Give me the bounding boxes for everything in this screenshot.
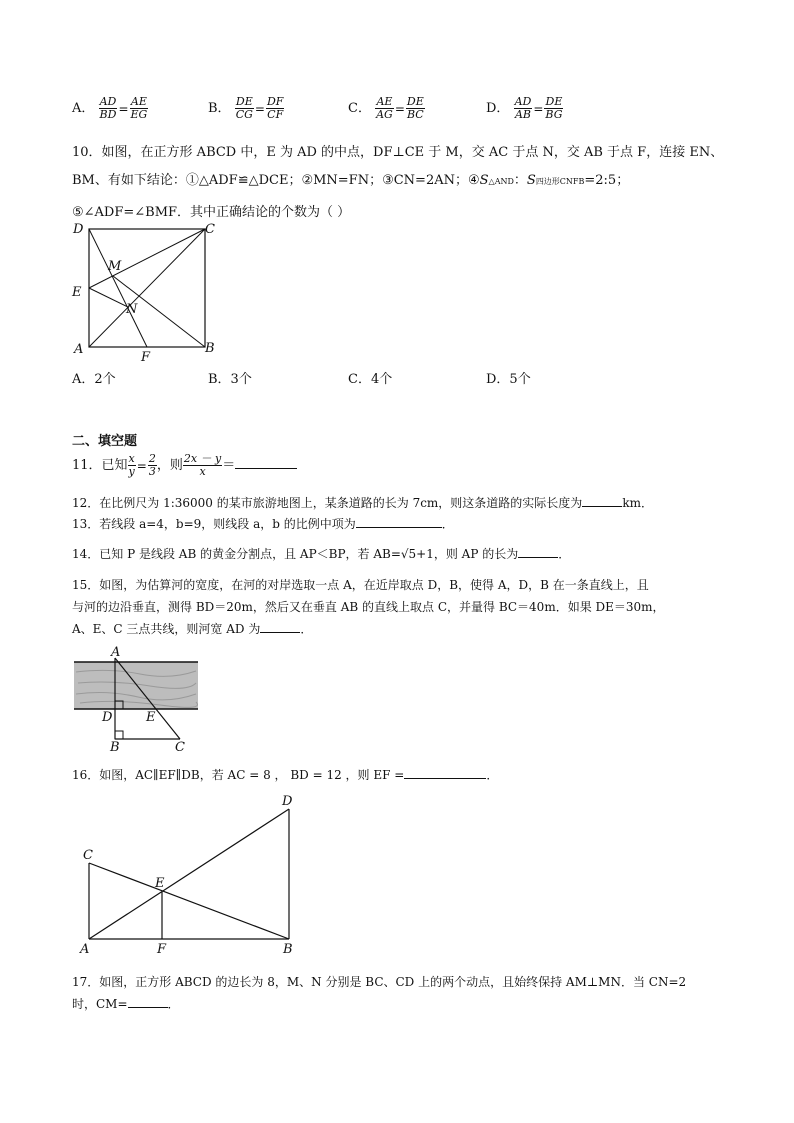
q15-label-e: E	[146, 710, 156, 725]
q16-label-a: A	[80, 942, 90, 956]
q15-label-a: A	[111, 645, 121, 660]
q16-answer-blank[interactable]	[404, 766, 486, 779]
q10-label-m: M	[108, 259, 122, 274]
q15-line3: A、E、C 三点共线，则河宽 AD 为 ．	[72, 622, 313, 636]
q14: 14．已知 P 是线段 AB 的黄金分割点，且 AP＜BP，若 AB=√5+1，则 AP 的长为 ．	[72, 547, 571, 561]
q9-option-d: D． $\frac{AD}{AB}$ = $\frac{DE}{BG}$	[486, 95, 563, 121]
q12: 12．在比例尺为 1:36000 的某市旅游地图上，某条道路的长为 7cm，则这条道路的实际长度为 km．	[72, 496, 653, 510]
q16-parallel-figure	[76, 790, 298, 956]
q16-label-d: D	[282, 794, 293, 809]
q17-line1: 17．如图，正方形 ABCD 的边长为 8，M、N 分别是 BC、CD 上的两个动点，且始终保持 AM⊥MN．当 CN=2	[72, 975, 687, 989]
q10-label-a: A	[74, 342, 84, 357]
q16-label-b: B	[283, 942, 293, 956]
q15-label-d: D	[102, 710, 113, 725]
q10-label-c: C	[205, 222, 215, 237]
q10-line1: 10．如图，在正方形 ABCD 中，E 为 AD 的中点，DF⊥CE 于 M，交 AC 于点 N，交 AB 于点 F，连接 EN、	[72, 145, 724, 160]
q10-option-c: C．4个	[348, 372, 393, 387]
q13: 13．若线段 a=4，b=9，则线段 a，b 的比例中项为 ．	[72, 517, 454, 531]
q10-label-f: F	[141, 350, 151, 365]
q10-square-figure	[68, 218, 228, 366]
q15-river-figure	[70, 642, 202, 754]
section-title: 二、填空题	[72, 434, 138, 449]
q17-line2: 时，CM= ．	[72, 997, 180, 1011]
q16: 16．如图，AC∥EF∥DB，若 AC = 8 ， BD = 12 ，则 EF = ．	[72, 768, 499, 782]
q14-answer-blank[interactable]	[518, 545, 558, 558]
q9-option-a: A． $\frac{AD}{BD}$ = $\frac{AE}{EG}$	[72, 95, 148, 121]
q10-line3: ⑤∠ADF=∠BMF．其中正确结论的个数为（ ）	[72, 205, 351, 220]
q16-label-c: C	[83, 848, 93, 863]
q10-option-b: B．3个	[208, 372, 252, 387]
q10-option-d: D．5个	[486, 372, 531, 387]
q13-answer-blank[interactable]	[356, 515, 442, 528]
q10-label-b: B	[205, 341, 215, 356]
q11-answer-blank[interactable]	[235, 456, 297, 469]
q16-label-f: F	[157, 942, 167, 956]
q15-line2: 与河的边沿垂直，测得 BD＝20m，然后又在垂直 AB 的直线上取点 C，并量得 BC＝40m．如果 DE＝30m，	[72, 600, 665, 614]
q10-label-d: D	[73, 222, 84, 237]
q12-answer-blank[interactable]	[582, 494, 622, 507]
q16-label-e: E	[155, 876, 165, 891]
q10-option-a: A．2个	[72, 372, 116, 387]
q17-answer-blank[interactable]	[128, 995, 168, 1008]
q11: 11．已知 $\frac{x}{y}$ = $\frac{2}{3}$ ，则 $\frac{2x - y}{x}$ ＝	[72, 453, 297, 478]
q9-option-b: B． $\frac{DE}{CG}$ = $\frac{DF}{CF}$	[208, 95, 284, 121]
q10-line2: BM、有如下结论：①△ADF≌△DCE；②MN=FN；③CN=2AN；④S△AND：S四边形CNFB=2:5；	[72, 173, 630, 188]
q15-answer-blank[interactable]	[260, 620, 300, 633]
q15-line1: 15．如图，为估算河的宽度，在河的对岸选取一点 A，在近岸取点 D，B，使得 A，D，B 在一条直线上，且	[72, 578, 649, 592]
q10-label-n: N	[126, 302, 138, 317]
q9-option-c: C． $\frac{AE}{AG}$ = $\frac{DE}{BC}$	[348, 95, 424, 121]
q15-label-b: B	[110, 740, 120, 754]
q15-label-c: C	[175, 740, 185, 754]
q10-label-e: E	[72, 285, 82, 300]
